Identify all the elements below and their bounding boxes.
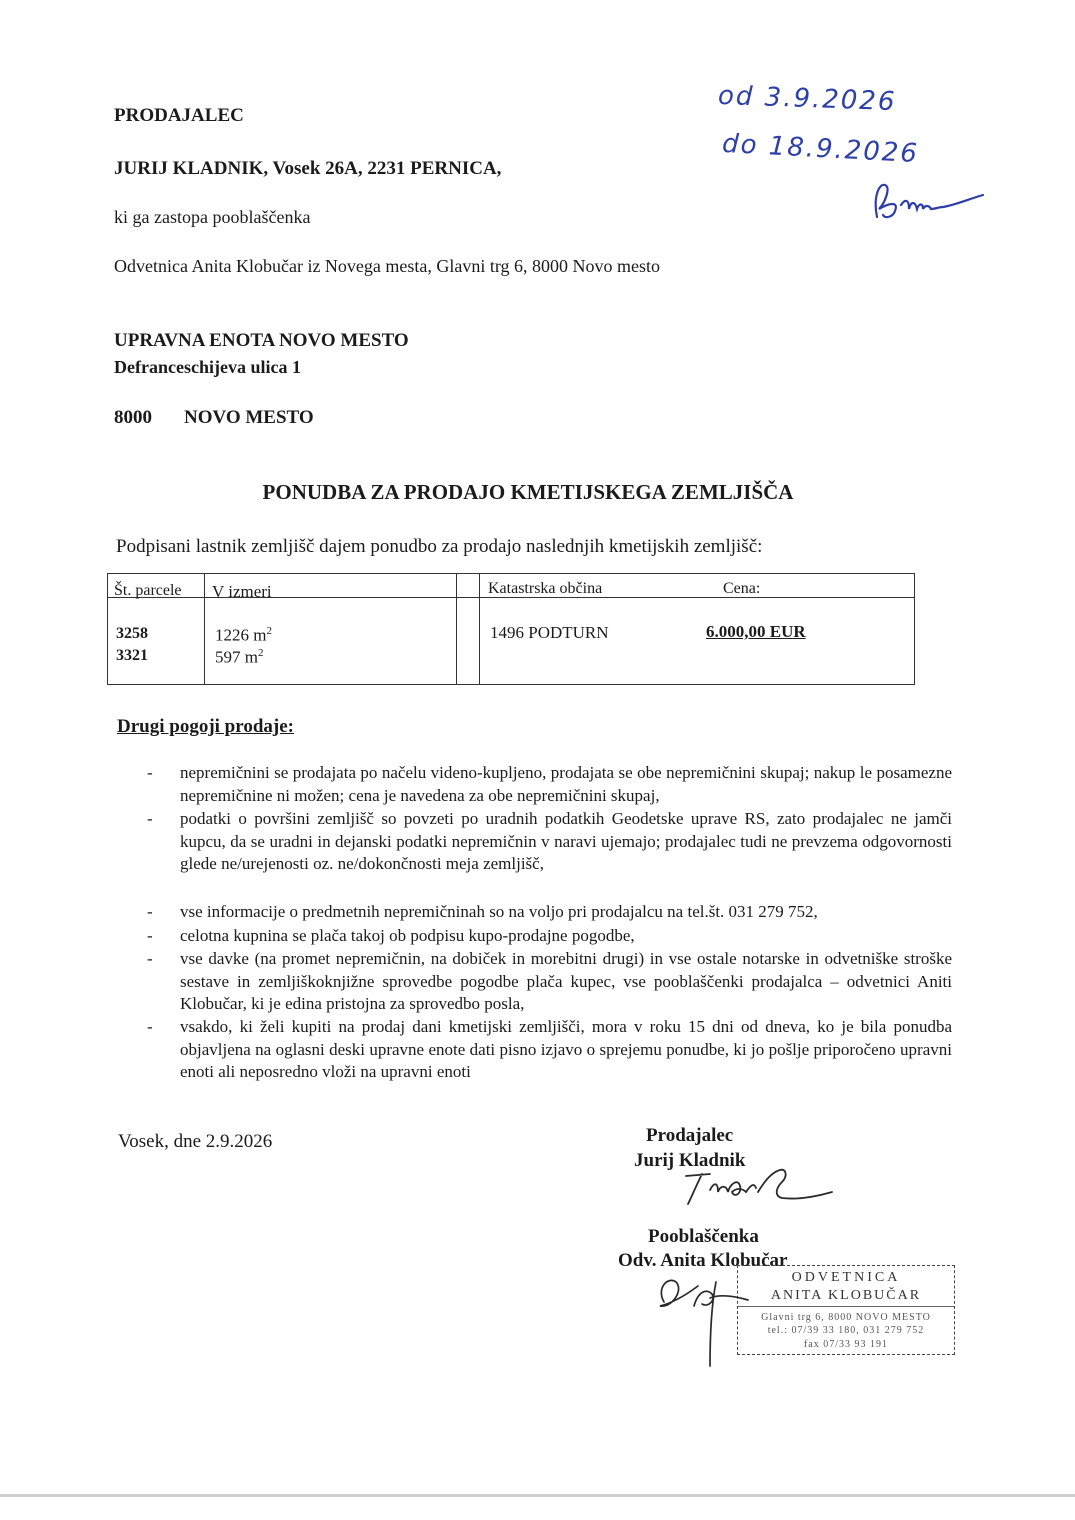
seller-heading: PRODAJALEC xyxy=(114,105,244,126)
page-bottom-edge xyxy=(0,1494,1075,1497)
parcel-area: 1226 $m^2$ xyxy=(215,625,272,645)
price-value: 6.000,00 EUR xyxy=(706,622,806,641)
proxy-name: Odv. Anita Klobučar xyxy=(618,1250,788,1271)
condition-item: - vse informacije o predmetnih nepremičninah so na voljo pri prodajalcu na tel.št. 031 279 752, xyxy=(147,902,818,921)
seller-role: Prodajalec xyxy=(646,1125,734,1146)
seller-signature-name: Jurij Kladnik xyxy=(634,1150,746,1171)
condition-item: - vse davke (na promet nepremičnin, na dobiček in morebitni drugi) in vse ostale notarske in odvetniške stroške sestave in zemljiškoknjižne sprovedbe pogodbe plača kupec, vse pooblaščenki prodajalca – odvetnici Aniti Klobučar, ki je edina pristojna za sprovedbo posla, xyxy=(147,949,952,1013)
seller-name-line: JURIJ KLADNIK, Vosek 26A, 2231 PERNICA, xyxy=(114,158,502,179)
document-title: PONUDBA ZA PRODAJO KMETIJSKEGA ZEMLJIŠČA xyxy=(262,480,794,504)
proxy-handwritten-signature xyxy=(650,1262,760,1370)
recipient-postcode: 8000 xyxy=(114,407,152,428)
conditions-heading: Drugi pogoji prodaje: xyxy=(117,716,294,737)
condition-item: - celotna kupnina se plača takoj ob podpisu kupo-prodajne pogodbe, xyxy=(147,926,635,945)
intro-text: Podpisani lastnik zemljišč dajem ponudbo za prodajo naslednjih kmetijskih zemljišč: xyxy=(116,536,763,557)
handwritten-initials-signature xyxy=(865,175,990,230)
condition-item: - nepremičnini se prodajata po načelu videno-kupljeno, prodajata se obe nepremičnini skupaj; nakup le posamezne nepremičnine ni možen; cena je navedena za obe nepremičnini skupaj, xyxy=(147,763,952,805)
seller-handwritten-signature xyxy=(680,1162,840,1212)
recipient-name: UPRAVNA ENOTA NOVO MESTO xyxy=(114,330,409,351)
recipient-city: NOVO MESTO xyxy=(184,407,314,428)
header-area: V izmeri xyxy=(212,582,272,601)
place-date: Vosek, dne 2.9.2026 xyxy=(118,1131,273,1152)
cadastral-municipality: 1496 PODTURN xyxy=(490,623,609,642)
attorney-stamp: ODVETNICA ANITA KLOBUČAR Glavni trg 6, 8000 NOVO MESTO tel.: 07/39 33 180, 031 279 752 fax 07/33 93 191 xyxy=(737,1265,955,1355)
header-parcel: Št. parcele xyxy=(114,582,182,599)
handwritten-from-date: od 3.9.2026 xyxy=(717,80,897,118)
condition-item: - podatki o površini zemljišč so povzeti po uradnih podatkih Geodetske uprave RS, zato prodajalec ne jamči kupcu, da se uradni in dejanski podatki nepremičnin v naravi ujemajo; prodajalec tudi ne prevzema odgovornosti glede ne/urejenosti oz. ne/dokončnosti meja zemljišč, xyxy=(147,809,952,873)
proxy-role: Pooblaščenka xyxy=(648,1226,759,1247)
parcel-number: 3258 xyxy=(116,625,148,642)
parcel-number: 3321 xyxy=(116,647,148,664)
parcel-area: 597 $m^2$ xyxy=(215,647,264,667)
seller-attorney: Odvetnica Anita Klobučar iz Novega mesta, Glavni trg 6, 8000 Novo mesto xyxy=(114,256,661,276)
condition-item: - vsakdo, ki želi kupiti na prodaj dani kmetijski zemljišči, mora v roku 15 dni od dneva, ko je bila ponudba objavljena na oglasni deski upravne enote dati pisno izjavo o sprejemu ponudbe, ki jo pošlje priporočeno upravni enoti ali neposredno vloži na upravni enoti xyxy=(147,1017,952,1081)
header-price: Cena: xyxy=(723,580,761,597)
parcel-table xyxy=(107,573,915,685)
header-cadastral: Katastrska občina xyxy=(488,580,603,597)
recipient-street: Defranceschijeva ulica 1 xyxy=(114,357,301,377)
seller-represented: ki ga zastopa pooblaščenka xyxy=(114,207,311,227)
handwritten-to-date: do 18.9.2026 xyxy=(721,128,920,170)
